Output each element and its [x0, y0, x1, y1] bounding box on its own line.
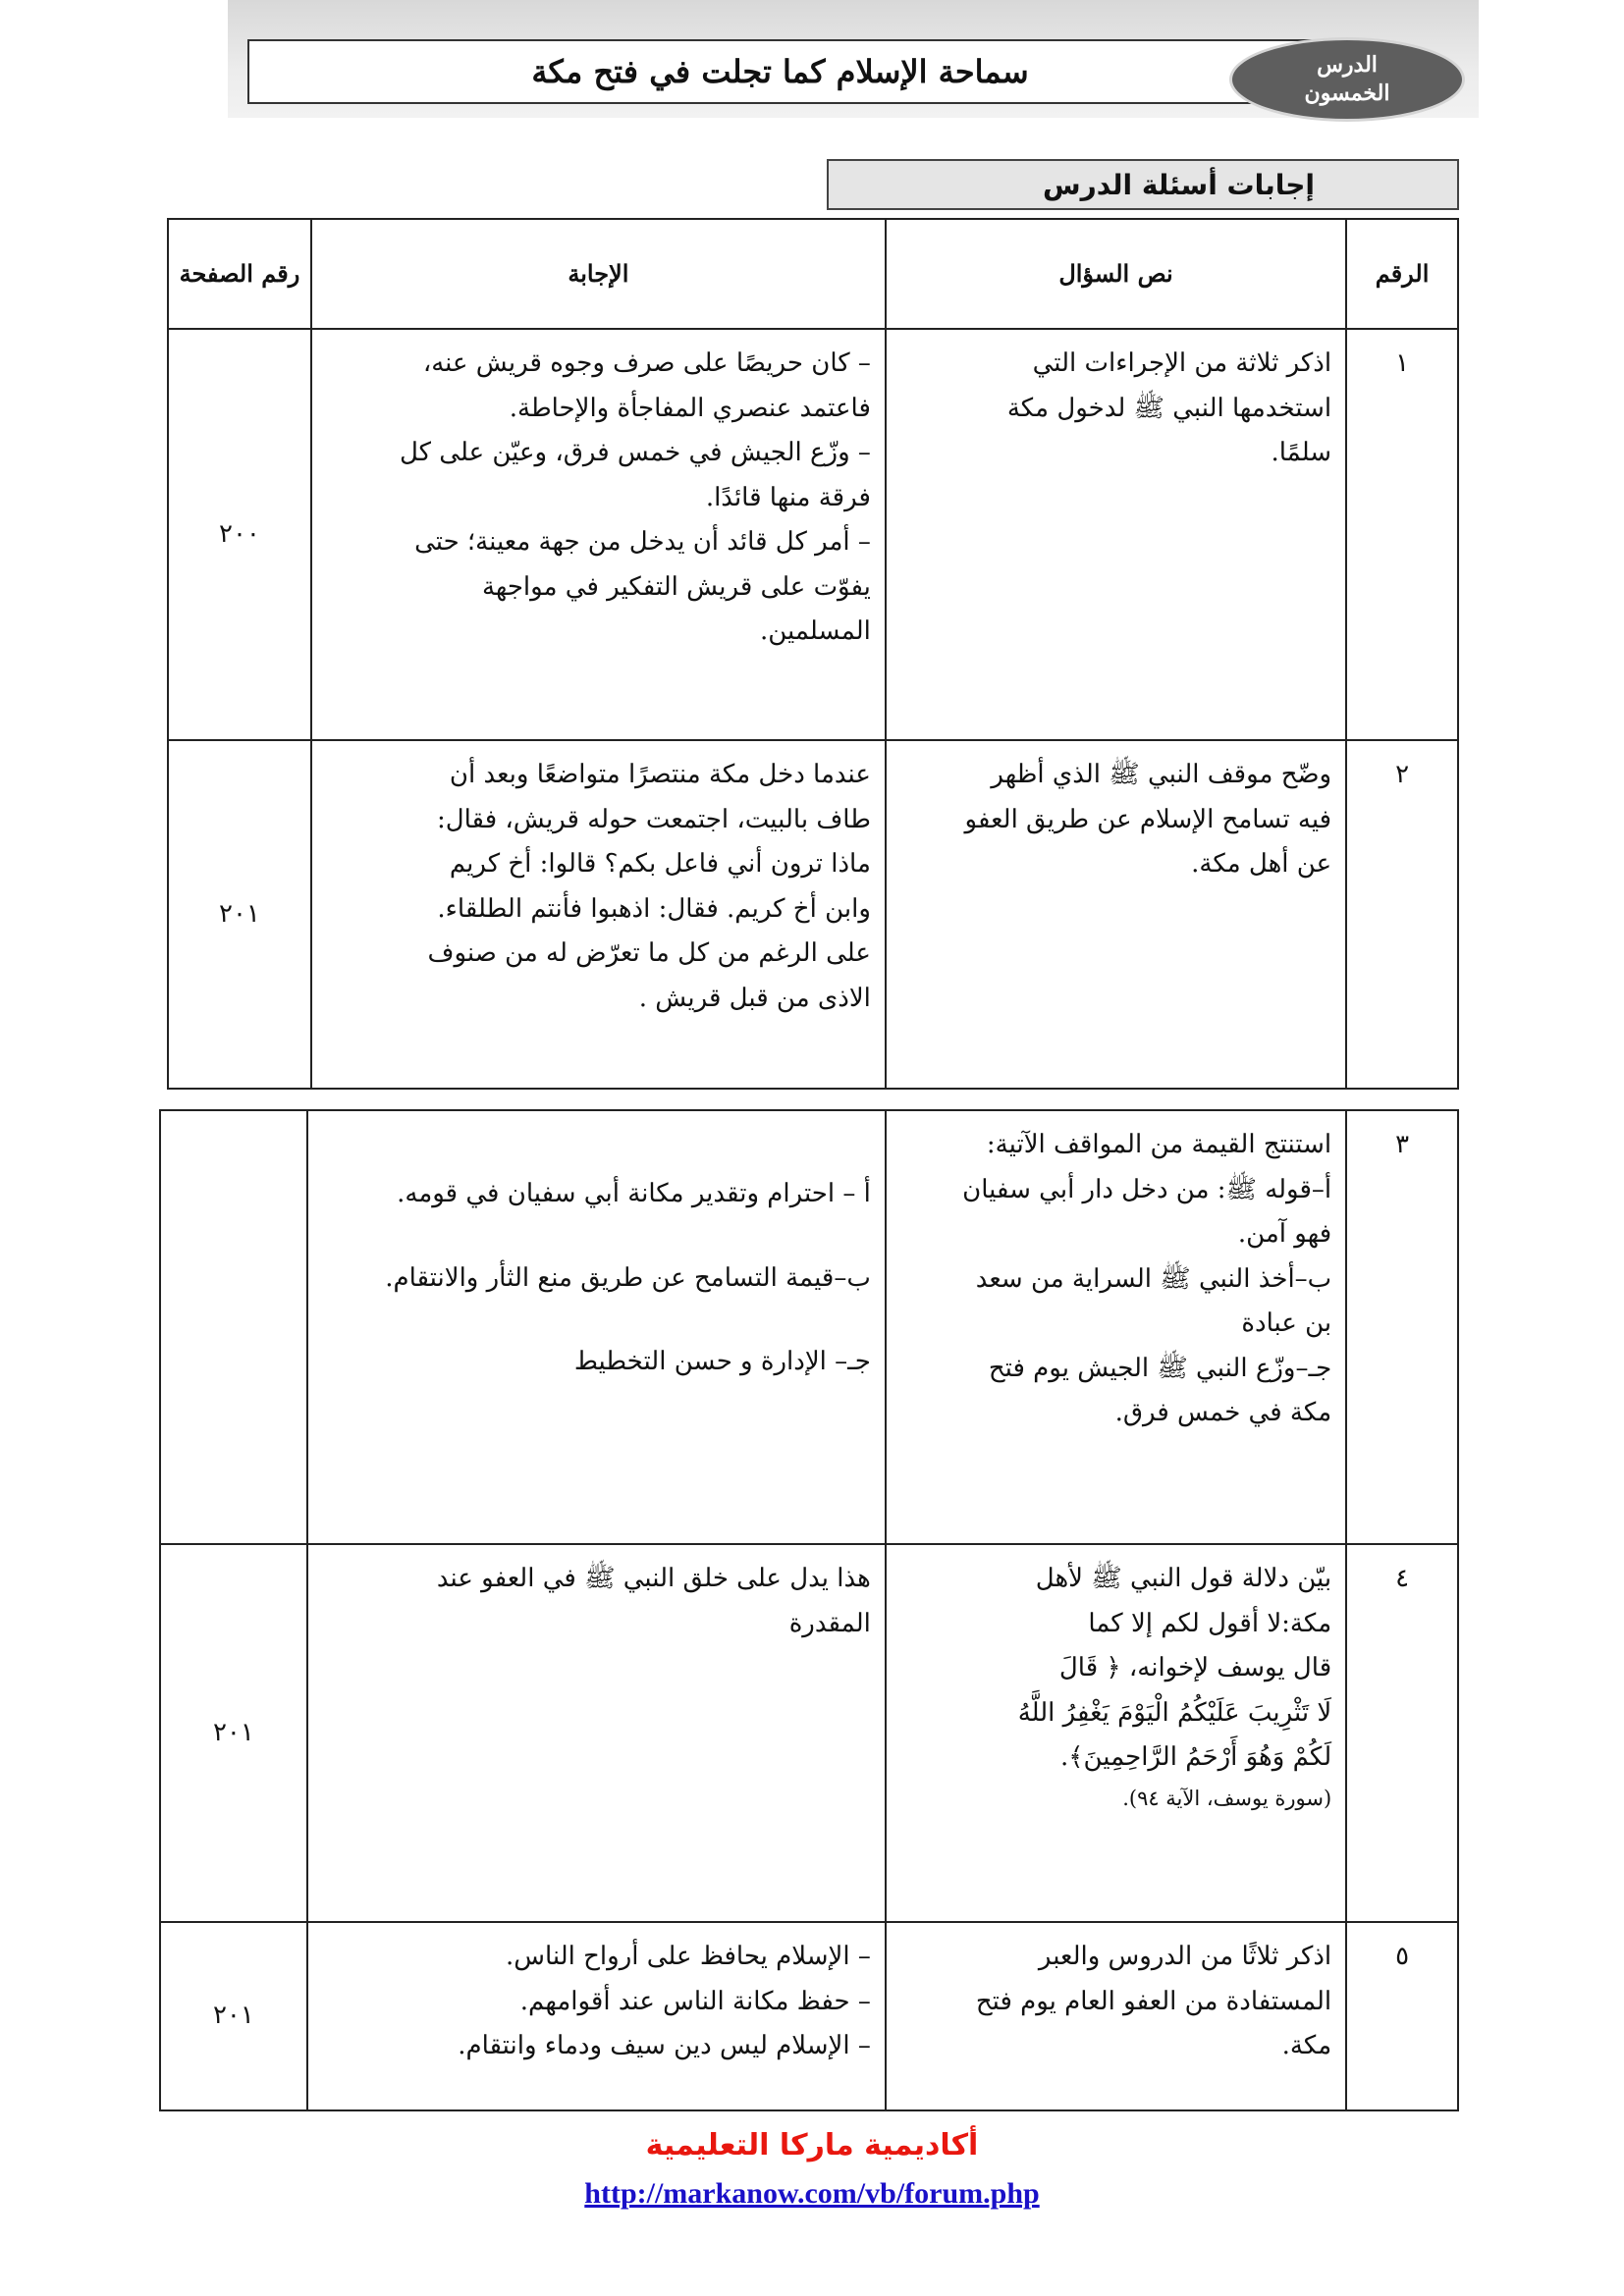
question-line: استخدمها النبي ﷺ لدخول مكة — [1006, 393, 1332, 423]
question-line: لَكُمْ وَهُوَ أَرْحَمُ الرَّاحِمِينَ﴾. — [1059, 1742, 1332, 1772]
question-line: بن عبادة — [1241, 1308, 1332, 1338]
answer-line: ماذا ترون أني فاعل بكم؟ قالوا: أخ كريم — [449, 849, 871, 879]
answer-line: الاذى من قبل قريش . — [638, 983, 871, 1013]
answer-line: أ – احترام وتقدير مكانة أبي سفيان في قومه. — [397, 1179, 871, 1208]
answer-line: عندما دخل مكة منتصرًا متواضعًا وبعد أن — [449, 760, 871, 789]
section-title-text: إجابات أسئلة الدرس — [1043, 168, 1315, 201]
question-cell — [886, 1544, 1346, 1922]
answer-line: – أمر كل قائد أن يدخل من جهة معينة؛ حتى — [414, 527, 871, 557]
question-line: ب–أخذ النبي ﷺ السراية من سعد — [975, 1263, 1332, 1294]
question-line: أ–قوله ﷺ: من دخل دار أبي سفيان — [962, 1174, 1332, 1204]
answer-line: – حفظ مكانة الناس عند أقوامهم. — [519, 1986, 871, 2016]
question-line: اذكر ثلاثًا من الدروس والعبر — [1038, 1942, 1332, 1971]
lesson-badge-line1: الدرس — [1317, 52, 1378, 79]
table-row — [168, 329, 1458, 740]
header-page: رقم الصفحة — [168, 219, 311, 329]
page-number: ٢٠١ — [168, 740, 311, 1089]
question-line: اذكر ثلاثة من الإجراءات التي — [1032, 348, 1332, 378]
answer-line: يفوّت على قريش التفكير في مواجهة — [481, 571, 871, 602]
answers-table-part2 — [159, 1109, 1459, 2111]
lesson-title — [247, 39, 1313, 104]
page-number: ٢٠٠ — [168, 329, 311, 740]
question-line: فهو آمن. — [1237, 1219, 1332, 1249]
row-number: ٢ — [1346, 740, 1458, 1089]
header-number: الرقم — [1346, 219, 1458, 329]
lesson-number-badge — [1229, 37, 1465, 122]
question-line: قال يوسف لإخوانه، ﴿ قَالَ — [1058, 1653, 1332, 1682]
footer-forum-link[interactable]: http://markanow.com/vb/forum.php — [584, 2177, 1040, 2210]
lesson-badge-line2: الخمسون — [1304, 80, 1390, 106]
answer-cell — [307, 1544, 886, 1922]
answer-line: على الرغم من كل ما تعرّض له من صنوف — [427, 938, 871, 968]
row-number: ٣ — [1346, 1110, 1458, 1544]
table-row — [160, 1110, 1458, 1544]
question-cell — [886, 1110, 1346, 1544]
question-line: جـ–وزّع النبي ﷺ الجيش يوم فتح — [988, 1353, 1332, 1383]
answer-line: طاف بالبيت، اجتمعت حوله قريش، فقال: — [436, 804, 871, 834]
answer-line: – كان حريصًا على صرف وجوه قريش عنه، — [422, 348, 871, 378]
question-line: عن أهل مكة. — [1191, 849, 1332, 879]
answers-table-part1 — [167, 218, 1459, 1090]
answer-cell — [307, 1110, 886, 1544]
lesson-title-text: سماحة الإسلام كما تجلت في فتح مكة — [531, 53, 1029, 90]
question-line: سلمًا. — [1271, 438, 1332, 467]
answer-line: فرقة منها قائدًا. — [705, 482, 871, 512]
answer-cell — [311, 329, 886, 740]
row-number: ١ — [1346, 329, 1458, 740]
page-number — [160, 1110, 307, 1544]
answer-line: هذا يدل على خلق النبي ﷺ في العفو عند — [436, 1564, 871, 1593]
question-line: المستفادة من العفو العام يوم فتح — [975, 1986, 1332, 2016]
page-number: ٢٠١ — [160, 1544, 307, 1922]
question-line: استنتج القيمة من المواقف الآتية: — [986, 1130, 1332, 1159]
table-row — [160, 1544, 1458, 1922]
question-line: مكة. — [1281, 2031, 1332, 2060]
row-number: ٤ — [1346, 1544, 1458, 1922]
page-number: ٢٠١ — [160, 1922, 307, 2110]
answer-line: ب–قيمة التسامح عن طريق منع الثأر والانتقام. — [385, 1262, 871, 1293]
answer-line: وابن أخ كريم. فقال: اذهبوا فأنتم الطلقاء. — [437, 893, 871, 924]
answer-cell — [307, 1922, 886, 2110]
answer-cell — [311, 740, 886, 1089]
header-question: نص السؤال — [886, 219, 1346, 329]
header-answer: الإجابة — [311, 219, 886, 329]
question-line: مكة:لا أقول لكم إلا كما — [1088, 1608, 1332, 1638]
question-line: فيه تسامح الإسلام عن طريق العفو — [964, 804, 1332, 834]
row-number: ٥ — [1346, 1922, 1458, 2110]
section-title — [827, 159, 1459, 210]
question-reference: (سورة يوسف، الآية ٩٤). — [1122, 1786, 1332, 1810]
table-header-row — [168, 219, 1458, 329]
answer-line: المقدرة — [788, 1608, 871, 1638]
answer-line: فاعتمد عنصري المفاجأة والإحاطة. — [509, 393, 871, 423]
question-line: مكة في خمس فرق. — [1114, 1398, 1332, 1427]
question-cell — [886, 329, 1346, 740]
question-line: وضّح موقف النبي ﷺ الذي أظهر — [991, 760, 1332, 789]
table-row — [168, 740, 1458, 1089]
footer-academy-name: أكاديمية ماركا التعليمية — [645, 2128, 979, 2163]
answer-line: – الإسلام يحافظ على أرواح الناس. — [505, 1942, 871, 1971]
answer-line: – الإسلام ليس دين سيف ودماء وانتقام. — [458, 2031, 871, 2060]
answer-line: – وزّع الجيش في خمس فرق، وعيّن على كل — [399, 438, 871, 467]
question-line: لَا تَثْرِيبَ عَلَيْكُمُ الْيَوْمَ يَغْفِرُ اللَّهُ — [1017, 1697, 1332, 1728]
answer-line: جـ– الإدارة و حسن التخطيط — [573, 1347, 871, 1376]
table-row — [160, 1922, 1458, 2110]
answer-line: المسلمين. — [759, 616, 871, 646]
question-cell — [886, 740, 1346, 1089]
question-cell — [886, 1922, 1346, 2110]
question-line: بيّن دلالة قول النبي ﷺ لأهل — [1035, 1564, 1332, 1593]
